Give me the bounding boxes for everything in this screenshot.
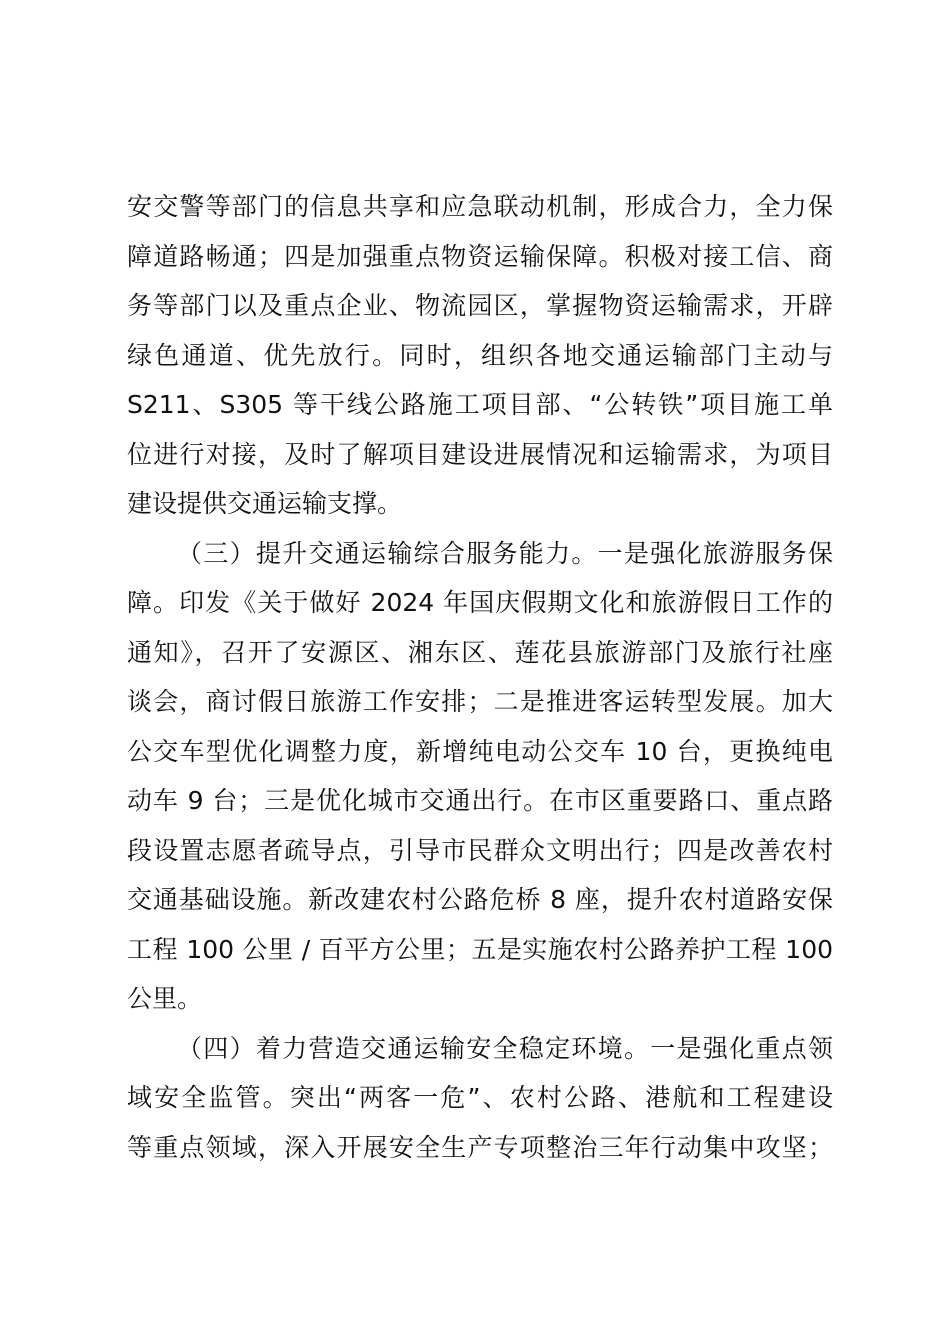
text-line: 公里。	[127, 984, 203, 1013]
text-line: 障道路畅通；四是加强重点物资运输保障。积极对接工信、商	[127, 241, 833, 271]
text-line: 绿色通道、优先放行。同时，组织各地交通运输部门主动与	[127, 340, 833, 370]
text-line: 域安全监管。突出“两客一危”、农村公路、港航和工程建设	[127, 1083, 833, 1112]
text-line: 谈会，商讨假日旅游工作安排；二是推进客运转型发展。加大	[127, 687, 833, 716]
text-line: 等重点领域，深入开展安全生产专项整治三年行动集中攻坚；	[127, 1132, 833, 1162]
text-line: S211、S305 等干线公路施工项目部、“公转铁”项目施工单	[127, 390, 833, 419]
text-line: 公交车型优化调整力度，新增纯电动公交车 10 台，更换纯电	[127, 736, 833, 766]
text-line: 交通基础设施。新改建农村公路危桥 8 座，提升农村道路安保	[127, 885, 833, 914]
text-line: 障。印发《关于做好 2024 年国庆假期文化和旅游假日工作的	[127, 588, 833, 617]
paragraph-section-four	[127, 1024, 833, 1173]
text-line: （三）提升交通运输综合服务能力。一是强化旅游服务保	[177, 538, 833, 568]
paragraph-continuation	[127, 182, 833, 529]
paragraph-section-three	[127, 529, 833, 1024]
text-line: 动车 9 台；三是优化城市交通出行。在市区重要路口、重点路	[127, 786, 833, 815]
document-body	[127, 182, 833, 1172]
text-line: 工程 100 公里 / 百平方公里；五是实施农村公路养护工程 100	[127, 934, 833, 964]
text-line: 通知》，召开了安源区、湘东区、莲花县旅游部门及旅行社座	[127, 637, 833, 667]
text-line: 务等部门以及重点企业、物流园区，掌握物资运输需求，开辟	[127, 291, 833, 320]
text-line: 建设提供交通运输支撑。	[127, 489, 403, 518]
text-line: 安交警等部门的信息共享和应急联动机制，形成合力，全力保	[127, 192, 833, 221]
text-line: 段设置志愿者疏导点，引导市民群众文明出行；四是改善农村	[127, 835, 833, 865]
text-line: （四）着力营造交通运输安全稳定环境。一是强化重点领	[177, 1033, 833, 1063]
text-line: 位进行对接，及时了解项目建设进展情况和运输需求，为项目	[127, 439, 833, 469]
